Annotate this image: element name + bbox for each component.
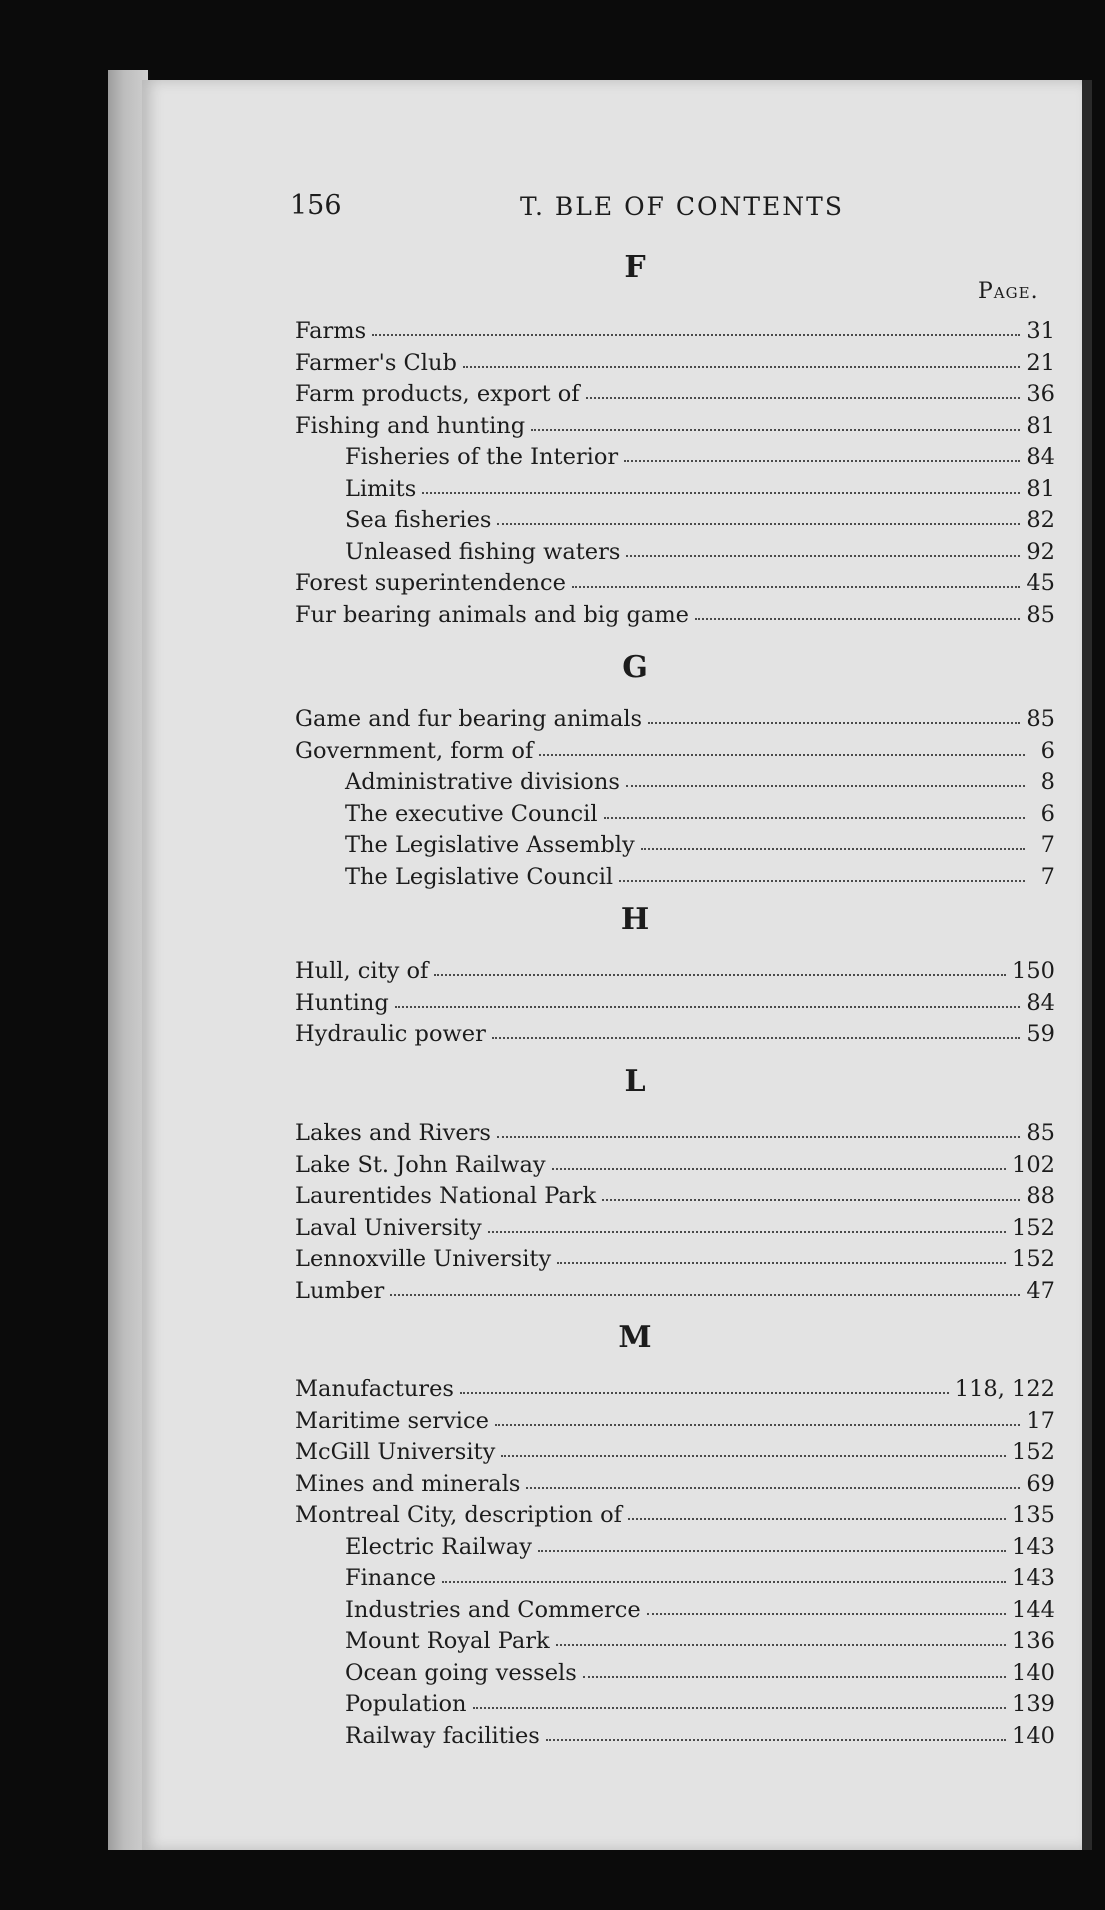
index-subentry [295, 1691, 1055, 1723]
entry-label: McGill University [295, 1439, 496, 1465]
entry-page-number: 31 [1026, 318, 1055, 344]
dot-leader [538, 1549, 1006, 1552]
index-section-h [295, 900, 1055, 1053]
entry-label: Hunting [295, 989, 389, 1016]
entry-label: Game and fur bearing animals [295, 706, 643, 732]
entry-page-number: 102 [1012, 1151, 1055, 1178]
entry-label: Mines and minerals [295, 1470, 521, 1497]
entry-label: Lennoxville University [295, 1246, 552, 1272]
index-entry [295, 1408, 1055, 1440]
dot-leader [572, 585, 1020, 588]
entry-label: Population [345, 1691, 467, 1717]
dot-leader [583, 1675, 1006, 1678]
entry-page-number: 59 [1026, 1021, 1055, 1047]
dot-leader [492, 1036, 1021, 1039]
index-subentry [295, 1534, 1055, 1566]
page-edge [1082, 80, 1092, 1850]
entry-page-number: 45 [1026, 570, 1055, 596]
page-column-label: Page. [978, 279, 1039, 304]
index-entry [295, 1376, 1055, 1408]
dot-leader [626, 784, 1025, 787]
entry-label: Lumber [295, 1277, 385, 1304]
entry-label: Hydraulic power [295, 1021, 486, 1047]
entry-label: Manufactures [295, 1376, 454, 1402]
index-section-m [295, 1318, 1055, 1754]
section-letter: G [622, 650, 648, 685]
index-subentry [295, 832, 1055, 864]
entry-page-number: 36 [1026, 381, 1055, 407]
dot-leader [422, 491, 1020, 494]
entry-label: Administrative divisions [345, 769, 620, 795]
dot-leader [626, 554, 1020, 557]
entry-label: Laurentides National Park [295, 1183, 597, 1209]
dot-leader [546, 1738, 1006, 1741]
page-header [290, 190, 1050, 230]
entry-label: Lakes and Rivers [295, 1120, 491, 1146]
entry-page-number: 8 [1040, 769, 1055, 795]
section-letter: M [618, 1320, 652, 1355]
section-letter: F [624, 250, 646, 285]
entry-page-number: 136 [1012, 1628, 1055, 1654]
dot-leader [497, 522, 1020, 525]
entry-label: The executive Council [345, 800, 598, 827]
dot-leader [460, 1391, 949, 1394]
entry-page-number: 17 [1026, 1407, 1055, 1434]
entry-label: Forest superintendence [295, 570, 566, 596]
dot-leader [628, 1517, 1006, 1520]
entry-page-number: 84 [1026, 989, 1055, 1016]
index-subentry [295, 444, 1055, 476]
entry-page-number: 85 [1026, 601, 1055, 628]
entry-label: The Legislative Assembly [345, 832, 635, 858]
index-subentry [295, 801, 1055, 833]
index-subentry [295, 1628, 1055, 1660]
section-letter: H [620, 902, 650, 937]
index-section-l [295, 1062, 1055, 1309]
dot-leader [556, 1643, 1006, 1646]
index-subentry [295, 507, 1055, 539]
index-subentry [295, 1723, 1055, 1755]
running-title: T. BLE OF CONTENTS [520, 192, 844, 221]
index-entry [295, 1021, 1055, 1053]
dot-leader [395, 1005, 1021, 1008]
index-entry [295, 350, 1055, 382]
dot-leader [442, 1580, 1006, 1583]
dot-leader [539, 753, 1025, 756]
index-entry [295, 381, 1055, 413]
index-subentry [295, 539, 1055, 571]
dot-leader [552, 1167, 1006, 1170]
index-entry [295, 602, 1055, 634]
dot-leader [488, 1230, 1006, 1233]
index-entry [295, 1215, 1055, 1247]
index-subentry [295, 1660, 1055, 1692]
entry-page-number: 139 [1012, 1691, 1055, 1717]
dot-leader [624, 459, 1020, 462]
entry-label: The Legislative Council [345, 863, 614, 890]
entry-page-number: 85 [1026, 706, 1055, 732]
dot-leader [557, 1261, 1006, 1264]
entry-label: Fishing and hunting [295, 412, 526, 439]
entry-label: Fur bearing animals and big game [295, 601, 689, 628]
entry-page-number: 140 [1012, 1722, 1055, 1749]
entry-label: Electric Railway [345, 1533, 532, 1560]
entry-label: Laval University [295, 1214, 482, 1241]
entry-label: Sea fisheries [345, 507, 492, 533]
index-entry [295, 1183, 1055, 1215]
entry-page-number: 143 [1012, 1565, 1055, 1591]
index-entry [295, 1278, 1055, 1310]
entry-page-number: 84 [1026, 444, 1055, 470]
entry-page-number: 82 [1026, 507, 1055, 533]
entry-label: Mount Royal Park [345, 1628, 550, 1654]
index-section-g [295, 648, 1055, 895]
dot-leader [604, 816, 1025, 819]
index-entry [295, 1152, 1055, 1184]
entry-label: Montreal City, description of [295, 1502, 622, 1528]
index-subentry [295, 864, 1055, 896]
entry-page-number: 47 [1026, 1277, 1055, 1304]
entry-page-number: 6 [1040, 800, 1055, 827]
entry-label: Farm products, export of [295, 381, 580, 407]
index-entry [295, 570, 1055, 602]
entry-page-number: 88 [1026, 1183, 1055, 1209]
index-entry [295, 1471, 1055, 1503]
dot-leader [641, 847, 1025, 850]
dot-leader [602, 1198, 1020, 1201]
page-number: 156 [290, 190, 342, 221]
index-subentry [295, 769, 1055, 801]
entry-label: Limits [345, 475, 417, 502]
dot-leader [647, 1612, 1006, 1615]
dot-leader [648, 721, 1020, 724]
index-subentry [295, 476, 1055, 508]
index-entry [295, 413, 1055, 445]
entry-page-number: 21 [1026, 349, 1055, 376]
index-entry [295, 1120, 1055, 1152]
index-entry [295, 958, 1055, 990]
dot-leader [434, 973, 1006, 976]
entry-label: Finance [345, 1565, 437, 1591]
entry-label: Ocean going vessels [345, 1659, 577, 1686]
dot-leader [497, 1135, 1020, 1138]
dot-leader [495, 1423, 1020, 1426]
entry-page-number: 85 [1026, 1120, 1055, 1146]
entry-label: Farmer's Club [295, 349, 457, 376]
entry-page-number: 140 [1012, 1659, 1055, 1686]
entry-page-number: 81 [1026, 475, 1055, 502]
entry-page-number: 92 [1026, 538, 1055, 565]
entry-label: Farms [295, 318, 367, 344]
entry-label: Industries and Commerce [345, 1596, 641, 1623]
entry-page-number: 152 [1012, 1439, 1055, 1465]
entry-label: Government, form of [295, 737, 534, 764]
entry-page-number: 150 [1012, 958, 1055, 984]
index-entry [295, 990, 1055, 1022]
entry-label: Fisheries of the Interior [345, 444, 619, 470]
dot-leader [372, 333, 1020, 336]
entry-page-number: 7 [1040, 832, 1055, 858]
entry-page-number: 7 [1040, 863, 1055, 890]
entry-page-number: 118, 122 [954, 1376, 1055, 1402]
entry-page-number: 144 [1012, 1596, 1055, 1623]
index-entry [295, 1439, 1055, 1471]
entry-label: Unleased fishing waters [345, 538, 621, 565]
dot-leader [501, 1454, 1006, 1457]
index-entry [295, 1502, 1055, 1534]
index-subentry [295, 1597, 1055, 1629]
index-subentry [295, 1565, 1055, 1597]
entry-label: Lake St. John Railway [295, 1151, 546, 1178]
entry-page-number: 81 [1026, 412, 1055, 439]
dot-leader [531, 428, 1020, 431]
index-entry [295, 318, 1055, 350]
entry-page-number: 69 [1026, 1470, 1055, 1497]
entry-page-number: 152 [1012, 1214, 1055, 1241]
entry-page-number: 6 [1040, 737, 1055, 764]
index-entry [295, 738, 1055, 770]
index-entry [295, 1246, 1055, 1278]
dot-leader [526, 1486, 1020, 1489]
entry-label: Hull, city of [295, 958, 429, 984]
dot-leader [390, 1293, 1020, 1296]
dot-leader [463, 365, 1021, 368]
entry-page-number: 135 [1012, 1502, 1055, 1528]
index-entry [295, 706, 1055, 738]
dot-leader [695, 617, 1020, 620]
entry-page-number: 143 [1012, 1533, 1055, 1560]
dot-leader [619, 879, 1025, 882]
entry-label: Railway facilities [345, 1722, 540, 1749]
entry-page-number: 152 [1012, 1246, 1055, 1272]
index-section-f [295, 248, 1055, 633]
section-letter: L [624, 1064, 646, 1099]
dot-leader [586, 396, 1021, 399]
entry-label: Maritime service [295, 1407, 489, 1434]
dot-leader [473, 1706, 1006, 1709]
